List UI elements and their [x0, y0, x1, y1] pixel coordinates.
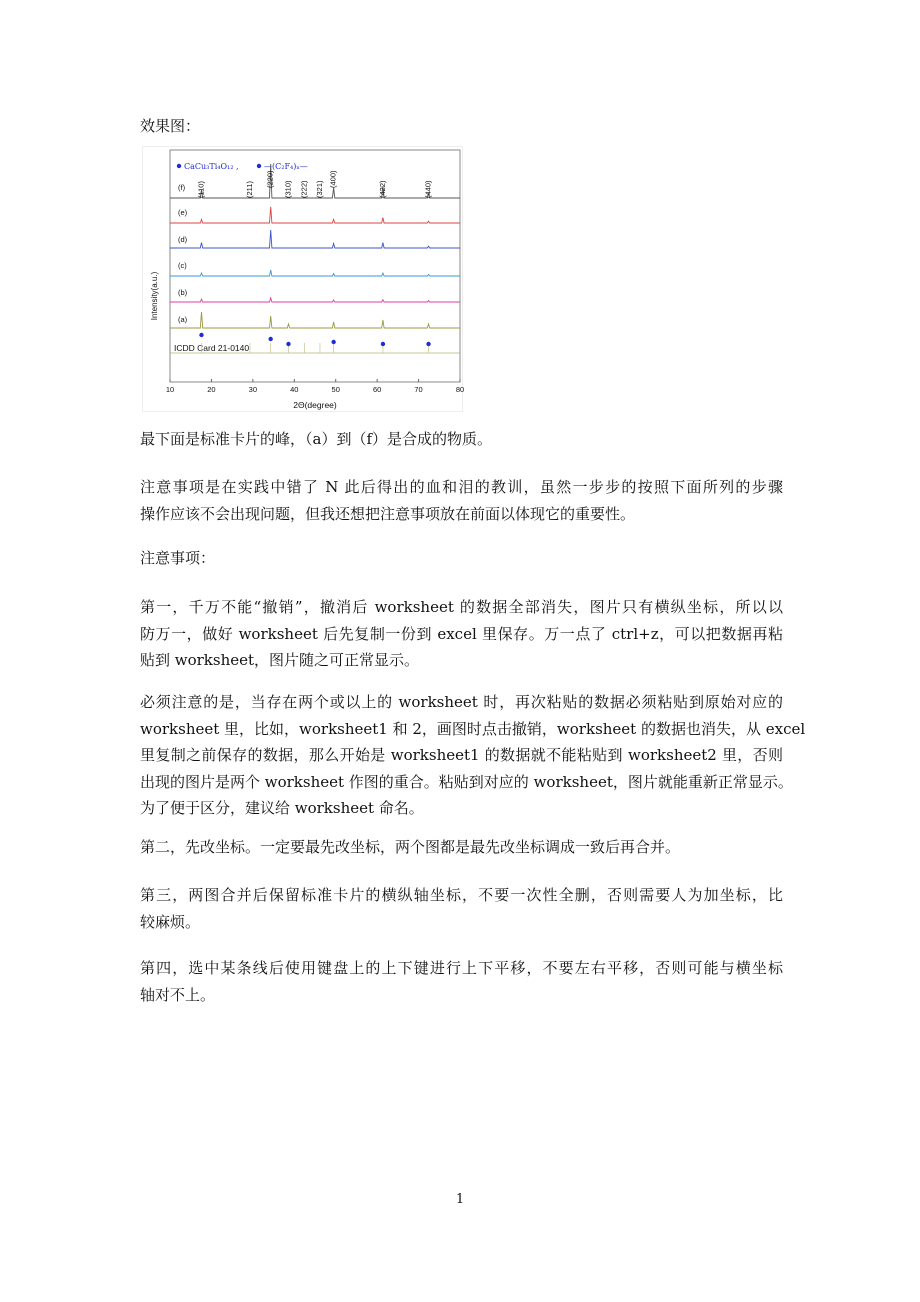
text-line: 防万一，做好 worksheet 后先复制一份到 excel 里保存。万一点了 ctrl+z，可以把数据再粘: [140, 624, 783, 643]
peak-marker-dot: [426, 342, 430, 346]
note-second-paragraph: [140, 834, 783, 861]
intro-paragraph: [140, 474, 783, 527]
reference-card-label: ICDD Card 21-0140: [174, 343, 250, 353]
hkl-label: (400): [328, 170, 338, 188]
legend-dot-ptfe-icon: [257, 164, 261, 168]
hkl-label: (440): [423, 180, 433, 198]
peak-marker-dot: [331, 340, 335, 344]
text-line: 注意事项是在实践中错了 N 此后得出的血和泪的教训，虽然一步步的按照下面所列的步骤: [140, 478, 783, 496]
x-tick-label: 80: [455, 385, 465, 394]
peak-marker-dot: [381, 342, 385, 346]
x-tick-label: 40: [290, 385, 299, 394]
series-label: (d): [178, 235, 188, 244]
text-line: 出现的图片是两个 worksheet 作图的重合。粘贴到对应的 worksheet，图片就能重新正常显示。: [140, 772, 793, 791]
figure-heading: 效果图：: [140, 117, 201, 135]
series-label: (c): [178, 261, 187, 270]
xrd-chart: [142, 146, 468, 416]
hkl-label: (211): [245, 181, 254, 198]
series-label: (f): [178, 183, 186, 192]
peak-marker-dot: [286, 342, 290, 346]
hkl-label: (321): [315, 180, 324, 198]
series-label: (b): [178, 288, 188, 297]
text-line: 第三，两图合并后保留标准卡片的横纵轴坐标，不要一次性全删，否则需要人为加坐标，比: [140, 886, 783, 904]
text-line: worksheet 里，比如，worksheet1 和 2，画图时点击撤销，worksheet 的数据也消失，从 excel: [140, 719, 806, 738]
hkl-label: (110): [196, 181, 206, 198]
x-axis-label: 2Θ(degree): [293, 400, 337, 410]
hkl-label: (422): [377, 180, 387, 198]
text-line: 操作应该不会出现问题，但我还想把注意事项放在前面以体现它的重要性。: [140, 504, 636, 523]
hkl-label: (310): [283, 180, 293, 198]
peak-marker-dot: [268, 337, 272, 341]
x-tick-label: 20: [207, 385, 216, 394]
y-axis-label: Intensity(a.u.): [150, 271, 159, 321]
text-line: 轴对不上。: [140, 985, 216, 1004]
notes-label: [140, 545, 783, 572]
must-note-paragraph: [140, 689, 806, 822]
note-first-paragraph: [140, 594, 783, 674]
hkl-label: (220): [265, 170, 275, 188]
legend-entry: CaCu₃Ti₄O₁₂ ,: [184, 162, 239, 171]
x-tick-label: 10: [165, 385, 175, 394]
text-line: 里复制之前保存的数据，那么开始是 worksheet1 的数据就不能粘贴到 worksheet2 里，否则: [140, 746, 783, 764]
figure-caption: [140, 426, 783, 453]
series-label: (a): [178, 315, 188, 324]
legend-entry: —(C₂F₄)ₙ—: [264, 162, 308, 171]
x-tick-label: 30: [248, 385, 258, 394]
x-tick-label: 50: [331, 385, 340, 394]
hkl-label: (222): [299, 180, 309, 198]
note-third-paragraph: [140, 882, 783, 935]
series-label: (e): [178, 208, 188, 217]
note-fourth-paragraph: [140, 955, 783, 1008]
text-line: 第四，选中某条线后使用键盘上的上下键进行上下平移，不要左右平移，否则可能与横坐标: [140, 959, 783, 977]
text-line: 较麻烦。: [140, 912, 201, 931]
text-line: 第一，千万不能“撤销”，撤消后 worksheet 的数据全部消失，图片只有横纵坐标，所以以: [140, 598, 783, 616]
text-line: 必须注意的是，当存在两个或以上的 worksheet 时，再次粘贴的数据必须粘贴到原始对应的: [140, 693, 783, 711]
legend-dot-cacto-icon: [177, 164, 181, 168]
text-line: 贴到 worksheet，图片随之可正常显示。: [140, 651, 420, 669]
text-line: 最下面是标准卡片的峰，（a）到（f）是合成的物质。: [140, 430, 492, 448]
text-line: 注意事项：: [140, 549, 216, 567]
x-tick-label: 60: [372, 385, 382, 394]
text-line: 为了便于区分，建议给 worksheet 命名。: [140, 799, 424, 817]
page-number: 1: [455, 1192, 465, 1207]
xrd-figure: [142, 146, 468, 416]
text-line: 第二，先改坐标。一定要最先改坐标，两个图都是最先改坐标调成一致后再合并。: [140, 838, 681, 856]
peak-marker-dot: [199, 333, 203, 337]
x-tick-label: 70: [414, 385, 423, 394]
